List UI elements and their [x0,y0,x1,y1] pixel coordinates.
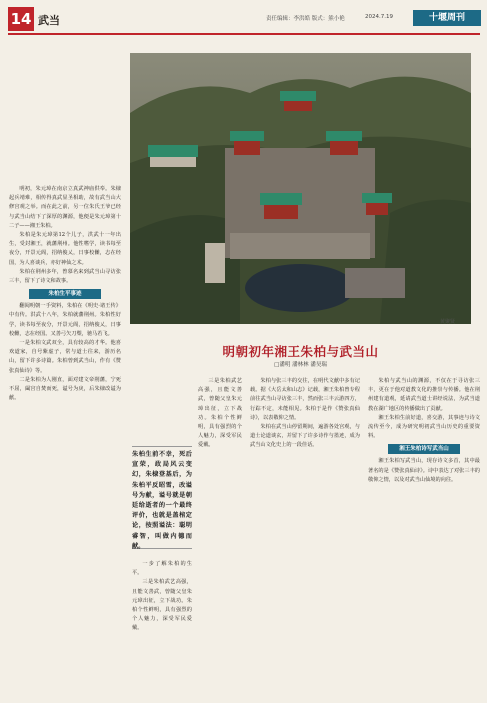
text-column-mid [132,560,192,695]
article-byline: □潘明 潘林林 潘昊瑞 [274,362,327,368]
temple-photo-illustration [130,53,471,324]
paragraph: 湘王朱柏生前好道，喜交游，其事迹与诗文流传至今，成为研究明初武当山历史的重要资料。 [368,414,480,440]
page-number: 14 [8,7,34,31]
subheading: 朱柏生平事迹 [29,289,101,299]
paragraph: 朱柏是朱元璋第12个儿子，洪武十一年出生，受封湘王，就藩荆州。他性嗜学，读书每至夜分，开景元阁，招纳俊乂，日事校雠，志在经国，为人喜谈兵，亦好神仙之术。 [9,232,121,266]
paragraph: 三是朱柏武艺高强，且能文善武，曾随父皇朱元璋出征，立下战功。朱柏个性鲜明，具有强烈的个人魅力，深受军民爱戴。 [132,579,192,632]
paragraph: 朱柏与张三丰的交往，在明代文献中多有记载。据《大岳太和山志》记载，湘王朱柏曾专程前往武当山寻访张三丰，然而张三丰云游四方，行踪不定，未能相见。朱柏于是作《赞张真仙诗》，以表敬仰之情。 [250,378,360,421]
paragraph: 一是朱柏文武双全，具有较高的才华。他喜欢道家，自号紫虚子，常与道士往来，游历名山，留下许多诗篇。朱柏曾到武当山，作有《赞张真仙诗》等。 [9,340,121,374]
photo-credit: 黄聚贤 [440,319,456,325]
temple-photo [130,53,471,324]
paragraph: 朱柏与武当山的渊源，不仅在于寻访张三丰，更在于他对道教文化的推崇与传播。他在荆州建有道观，延请武当道士讲经说法，为武当道教在湖广地区的传播做出了贡献。 [368,378,480,412]
text-column-mid2 [250,377,360,695]
header-rule [8,33,480,35]
paragraph: 二是朱柏为人刚直，面对建文帝削藩，宁死不屈，阖宫自焚而死，谥号为戾，后朱棣改谥为献。 [9,376,121,402]
text-column-left [9,185,121,695]
paragraph: 一步了解朱柏的生平。 [132,561,192,577]
pull-quote: 朱柏生前不幸，死后宣荣，政局风云变幻，朱棣登基后，为朱柏平反昭雪，改谥号为献，谥号就是朝廷给逝者的一个最终评价，也就是盖棺定论，按照谥法：聪明睿智，叫做内德而献。 [132,446,192,549]
paragraph: 湘王朱柏写武当山，现存诗文多首，其中最著名的是《赞张真仙诗》。诗中表达了对张三丰的敬仰之情，以及对武当山仙境的向往。 [368,458,480,483]
newspaper-brand: 十堰周刊 [413,10,481,26]
subheading: 湘王朱柏诗写武当山 [388,444,460,454]
section-name: 武当 [38,14,60,27]
issue-date: 2024.7.19 [365,14,393,20]
paragraph: 朱柏在武当山停留期间，遍游各处宫观，与道士论道谈玄，并留下了许多诗作与墨迹，成为武当山文化史上的一段佳话。 [250,424,360,449]
paragraph: 朱柏在荆州多年，曾慕名来到武当山寻访张三丰，留下了诗文和故事。 [9,268,121,285]
editors-credit: 责任编辑：李洪皓 版式：熊小艳 [266,16,345,22]
text-column-mid-b [198,377,242,695]
page-header [8,7,480,33]
paragraph: 翻阅明朝一手资料，朱柏在《明史·诸王传》中有传。洪武十八年，朱柏就藩荆州。朱柏性好学，读书每至夜分，开景元阁，招纳俊乂，日事校雠，志在经国。又善弓矢刀槊，驰马若飞。 [9,303,121,337]
paragraph: 明初，朱元璋在南京立真武神庙供奉。朱棣起兵靖难，相传得真武显圣相助，故有武当山大修宫观之举。而在此之前，另一位朱氏王爷已经与武当山结下了深厚的渊源，他便是朱元璋第十二子——湘王朱柏。 [9,186,121,229]
text-column-right [368,377,480,695]
article-title: 明朝初年湘王朱柏与武当山 [222,344,379,359]
paragraph: 三是朱柏武艺高强，且能文善武，曾随父皇朱元璋出征，立下战功。朱柏个性鲜明，具有强烈的个人魅力，深受军民爱戴。 [198,378,242,449]
